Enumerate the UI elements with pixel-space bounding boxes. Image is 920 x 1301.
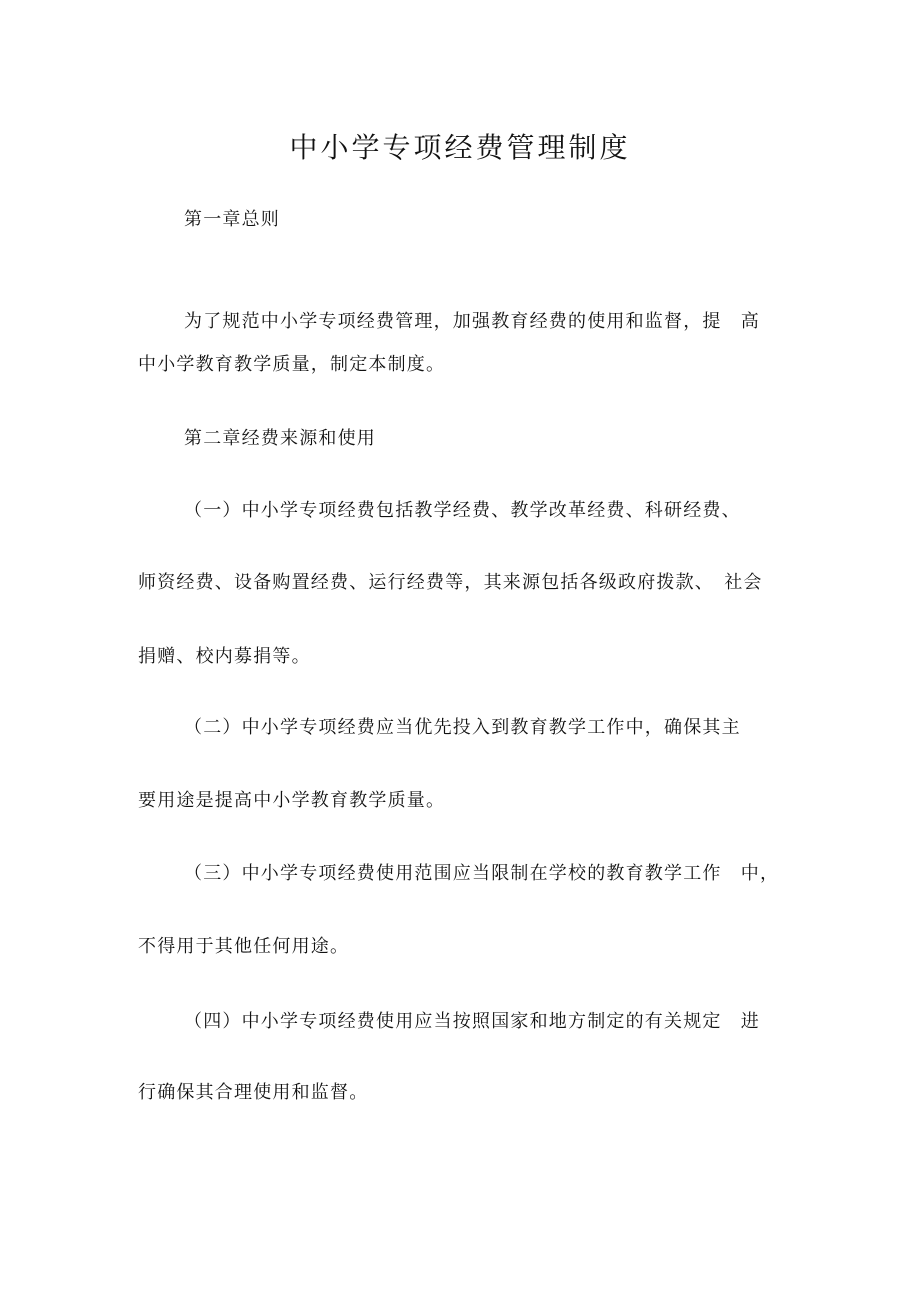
chapter-heading-1: 第一章总则 [184, 209, 280, 230]
paragraph-line: 师资经费、设备购置经费、运行经费等，其来源包括各级政府拨款、 社会 [138, 572, 763, 593]
chapter-heading-2: 第二章经费来源和使用 [184, 428, 376, 449]
paragraph-line: （三）中小学专项经费使用范围应当限制在学校的教育教学工作 中， [184, 863, 780, 884]
paragraph-line: （四）中小学专项经费使用应当按照国家和地方制定的有关规定 进 [184, 1011, 760, 1032]
paragraph-line: （一）中小学专项经费包括教学经费、教学改革经费、科研经费、 [184, 500, 741, 521]
paragraph-line: 捐赠、校内募捐等。 [138, 646, 311, 667]
paragraph-line: 中小学教育教学质量，制定本制度。 [138, 354, 446, 375]
paragraph-line: 为了规范中小学专项经费管理，加强教育经费的使用和监督，提 高 [184, 311, 760, 332]
document-title: 中小学专项经费管理制度 [289, 131, 631, 164]
paragraph-line: （二）中小学专项经费应当优先投入到教育教学工作中，确保其主 [184, 717, 741, 738]
paragraph-line: 不得用于其他任何用途。 [138, 936, 350, 957]
paragraph-line: 行确保其合理使用和监督。 [138, 1082, 369, 1103]
paragraph-line: 要用途是提高中小学教育教学质量。 [138, 790, 446, 811]
